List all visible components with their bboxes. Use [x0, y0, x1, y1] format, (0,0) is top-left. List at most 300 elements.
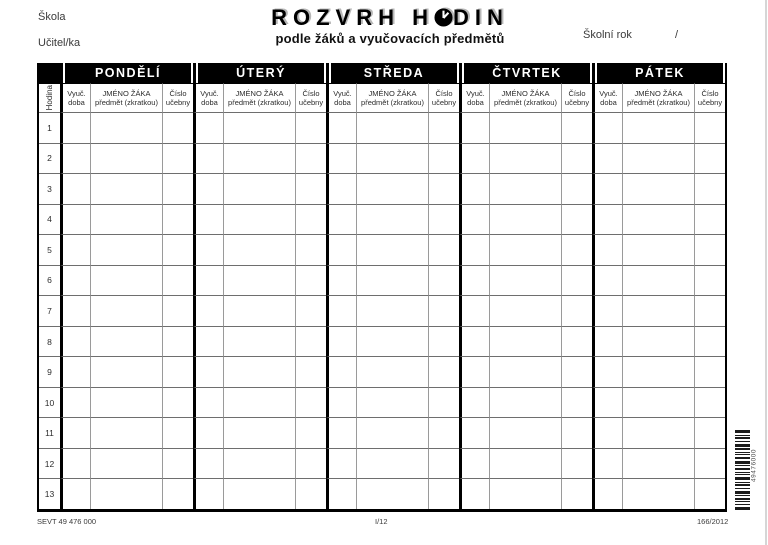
schedule-cell-name [223, 448, 295, 479]
schedule-cell-room [428, 143, 459, 174]
schedule-cell-room [295, 234, 326, 265]
schedule-cell-room [295, 448, 326, 479]
schedule-cell-room [561, 326, 592, 357]
barcode-bar [735, 477, 750, 480]
schedule-cell-room [428, 356, 459, 387]
day-header-4 [459, 63, 592, 83]
schedule-cell-name [223, 143, 295, 174]
schedule-cell-time [326, 204, 356, 235]
schedule-cell-time [193, 112, 223, 143]
schedule-cell-room [428, 295, 459, 326]
schedule-cell-name [622, 387, 694, 418]
schedule-cell-name [223, 173, 295, 204]
hour-number: 11 [39, 417, 60, 448]
schedule-cell-name [223, 265, 295, 296]
schedule-cell-name [356, 356, 428, 387]
hour-column-header [39, 83, 60, 112]
barcode-bar [735, 491, 750, 494]
subcol-label-line1: Číslo [701, 89, 719, 98]
schedule-cell-time [60, 295, 90, 326]
schedule-cell-time [60, 265, 90, 296]
schedule-cell-name [622, 326, 694, 357]
schedule-cell-time [592, 417, 622, 448]
schedule-cell-time [326, 265, 356, 296]
school-label: Škola [38, 11, 66, 23]
schedule-cell-name [90, 265, 162, 296]
schedule-cell-time [60, 478, 90, 509]
hour-number: 9 [39, 356, 60, 387]
schedule-cell-time [193, 356, 223, 387]
schedule-cell-room [428, 265, 459, 296]
schedule-cell-name [90, 417, 162, 448]
schedule-cell-room [295, 295, 326, 326]
schedule-cell-name [90, 478, 162, 509]
barcode-bar [735, 498, 750, 500]
title-part1: ROZVRH H [271, 5, 434, 30]
schedule-cell-room [162, 387, 193, 418]
schedule-cell-name [90, 173, 162, 204]
schedule-cell-time [459, 143, 489, 174]
schedule-cell-name [223, 417, 295, 448]
day-header-3 [326, 63, 459, 83]
schedule-cell-room [694, 478, 725, 509]
schedule-cell-name [489, 295, 561, 326]
subcol-header-time [326, 83, 356, 112]
schedule-cell-room [162, 265, 193, 296]
schedule-cell-time [592, 326, 622, 357]
barcode-bar [735, 454, 750, 455]
schedule-cell-room [694, 173, 725, 204]
subcol-header-name [90, 83, 162, 112]
schedule-cell-time [193, 448, 223, 479]
subcol-label-line1: JMÉNO ŽÁKA [102, 89, 151, 98]
subcol-label-line1: Číslo [435, 89, 453, 98]
schedule-cell-time [459, 387, 489, 418]
page-subtitle: podle žáků a vyučovacích předmětů [275, 31, 505, 46]
schedule-cell-time [60, 356, 90, 387]
schedule-cell-time [459, 112, 489, 143]
schedule-cell-name [489, 234, 561, 265]
schedule-cell-name [223, 295, 295, 326]
schedule-cell-time [193, 204, 223, 235]
schedule-cell-room [694, 326, 725, 357]
subcol-label-line1: JMÉNO ŽÁKA [634, 89, 683, 98]
schedule-cell-name [356, 265, 428, 296]
schedule-cell-time [592, 478, 622, 509]
day-header-label: ÚTERÝ [198, 63, 324, 83]
schedule-cell-room [162, 173, 193, 204]
schedule-cell-time [326, 387, 356, 418]
schedule-cell-room [295, 478, 326, 509]
schedule-cell-name [90, 295, 162, 326]
schedule-cell-room [694, 387, 725, 418]
schedule-cell-name [90, 448, 162, 479]
scanned-page-edge [765, 0, 767, 545]
subcol-header-room [162, 83, 193, 112]
schedule-cell-time [60, 173, 90, 204]
schedule-cell-room [428, 112, 459, 143]
barcode-bar [735, 465, 750, 466]
schedule-cell-name [489, 448, 561, 479]
subcol-label-line1: Vyuč. [466, 89, 485, 98]
schedule-cell-time [326, 478, 356, 509]
subcol-label-line1: Vyuč. [67, 89, 86, 98]
schedule-cell-room [561, 112, 592, 143]
schedule-cell-name [90, 112, 162, 143]
schedule-cell-room [694, 265, 725, 296]
subcol-label-line1: Číslo [568, 89, 586, 98]
schedule-cell-room [694, 356, 725, 387]
barcode-bar [735, 474, 750, 475]
schedule-cell-name [356, 234, 428, 265]
subcol-label-line2: doba [600, 98, 617, 107]
barcode-bar [735, 430, 750, 433]
schedule-cell-time [592, 173, 622, 204]
hour-number: 5 [39, 234, 60, 265]
subcol-header-name [356, 83, 428, 112]
subcol-header-name [622, 83, 694, 112]
schedule-cell-name [489, 356, 561, 387]
schedule-cell-room [561, 265, 592, 296]
schedule-cell-room [428, 234, 459, 265]
schedule-cell-room [694, 204, 725, 235]
schedule-cell-room [295, 204, 326, 235]
subcol-label-line2: doba [201, 98, 218, 107]
schedule-cell-room [694, 448, 725, 479]
hour-number: 8 [39, 326, 60, 357]
subcol-label-line2: předmět (zkratkou) [361, 98, 424, 107]
barcode-bar [735, 435, 750, 436]
schedule-cell-room [295, 326, 326, 357]
subcol-label-line1: JMÉNO ŽÁKA [501, 89, 550, 98]
schedule-cell-time [592, 387, 622, 418]
subcol-label-line2: předmět (zkratkou) [627, 98, 690, 107]
barcode-bar [735, 488, 750, 489]
schedule-cell-time [592, 295, 622, 326]
schedule-cell-time [326, 448, 356, 479]
schedule-cell-room [162, 143, 193, 174]
schedule-cell-room [428, 478, 459, 509]
schedule-cell-time [193, 326, 223, 357]
page-title [245, 5, 535, 31]
schedule-cell-room [428, 417, 459, 448]
schedule-cell-name [622, 295, 694, 326]
schedule-cell-time [60, 112, 90, 143]
subcol-label-line1: Vyuč. [200, 89, 219, 98]
subcol-label-line1: Číslo [302, 89, 320, 98]
schedule-cell-name [489, 326, 561, 357]
subcol-header-time [459, 83, 489, 112]
schedule-cell-room [428, 387, 459, 418]
schedule-cell-name [356, 143, 428, 174]
clock-icon [434, 7, 453, 26]
schedule-cell-time [592, 234, 622, 265]
barcode-bar [735, 482, 750, 483]
barcode-bar [735, 504, 750, 505]
school-year-separator: / [675, 29, 679, 41]
subcol-label-line1: JMÉNO ŽÁKA [235, 89, 284, 98]
subcol-label-line2: doba [68, 98, 85, 107]
schedule-cell-time [459, 173, 489, 204]
schedule-cell-name [489, 417, 561, 448]
hour-number: 1 [39, 112, 60, 143]
schedule-cell-room [694, 112, 725, 143]
day-header-2 [193, 63, 326, 83]
schedule-cell-name [489, 112, 561, 143]
schedule-cell-room [561, 173, 592, 204]
schedule-cell-name [356, 417, 428, 448]
schedule-cell-time [459, 204, 489, 235]
subcol-header-time [193, 83, 223, 112]
schedule-cell-time [193, 295, 223, 326]
barcode-bar [735, 452, 750, 453]
subcol-header-name [489, 83, 561, 112]
schedule-cell-room [561, 448, 592, 479]
schedule-cell-time [326, 112, 356, 143]
schedule-cell-time [193, 265, 223, 296]
schedule-cell-time [592, 265, 622, 296]
barcode-bar [735, 437, 750, 439]
day-header-label: ČTVRTEK [464, 63, 590, 83]
schedule-cell-time [60, 326, 90, 357]
hour-number: 6 [39, 265, 60, 296]
schedule-cell-time [592, 448, 622, 479]
schedule-cell-name [90, 234, 162, 265]
schedule-cell-name [223, 234, 295, 265]
schedule-cell-name [90, 387, 162, 418]
subcol-header-room [694, 83, 725, 112]
schedule-cell-room [162, 112, 193, 143]
schedule-cell-room [162, 448, 193, 479]
title-block [245, 5, 535, 46]
schedule-cell-name [223, 326, 295, 357]
schedule-cell-room [428, 448, 459, 479]
form-code: SEVT 49 476 000 [37, 517, 97, 526]
schedule-cell-name [356, 204, 428, 235]
barcode-bar [735, 444, 750, 447]
schedule-cell-room [295, 112, 326, 143]
schedule-cell-time [459, 326, 489, 357]
schedule-cell-time [459, 478, 489, 509]
subcol-header-name [223, 83, 295, 112]
schedule-cell-name [622, 265, 694, 296]
schedule-cell-room [162, 295, 193, 326]
schedule-cell-name [223, 204, 295, 235]
barcode-bar [735, 441, 750, 442]
barcode-bar [735, 448, 750, 450]
barcode-bar [735, 457, 750, 459]
subcol-label-line1: Číslo [169, 89, 187, 98]
schedule-cell-name [489, 173, 561, 204]
subcol-header-time [60, 83, 90, 112]
schedule-cell-time [60, 143, 90, 174]
schedule-cell-room [694, 143, 725, 174]
schedule-cell-time [592, 356, 622, 387]
barcode-bar [735, 468, 750, 470]
day-header-1 [60, 63, 193, 83]
subcol-label-line2: učebny [298, 98, 324, 107]
barcode [735, 430, 750, 510]
schedule-cell-time [592, 143, 622, 174]
schedule-cell-time [459, 448, 489, 479]
schedule-cell-room [295, 417, 326, 448]
schedule-cell-time [326, 173, 356, 204]
schedule-cell-time [326, 295, 356, 326]
timetable-grid [37, 63, 727, 512]
schedule-cell-name [356, 173, 428, 204]
schedule-cell-name [489, 387, 561, 418]
schedule-cell-time [193, 387, 223, 418]
schedule-cell-room [694, 234, 725, 265]
schedule-cell-time [60, 448, 90, 479]
barcode-bar [735, 461, 750, 464]
schedule-cell-time [326, 417, 356, 448]
subcol-label-line2: učebny [564, 98, 590, 107]
schedule-cell-name [489, 204, 561, 235]
footer-center-code: I/12 [375, 517, 388, 526]
teacher-label: Učitel/ka [38, 37, 81, 49]
subcol-header-room [428, 83, 459, 112]
schedule-cell-name [356, 478, 428, 509]
barcode-bar [735, 472, 750, 473]
schedule-cell-time [60, 234, 90, 265]
schedule-cell-room [162, 326, 193, 357]
schedule-cell-room [295, 143, 326, 174]
barcode-bar [735, 501, 750, 502]
schedule-cell-name [489, 265, 561, 296]
schedule-cell-room [694, 295, 725, 326]
subcol-label-line1: JMÉNO ŽÁKA [368, 89, 417, 98]
hour-number: 10 [39, 387, 60, 418]
schedule-cell-name [223, 356, 295, 387]
schedule-cell-name [90, 204, 162, 235]
schedule-cell-room [694, 417, 725, 448]
schedule-cell-room [561, 204, 592, 235]
schedule-cell-time [459, 295, 489, 326]
barcode-bar [735, 495, 750, 496]
schedule-cell-name [622, 234, 694, 265]
barcode-number: 49476000 [750, 449, 758, 482]
subcol-label-line2: učebny [431, 98, 457, 107]
schedule-cell-name [223, 387, 295, 418]
hour-number: 13 [39, 478, 60, 509]
day-header-label: PONDĚLÍ [65, 63, 191, 83]
schedule-cell-name [622, 356, 694, 387]
schedule-cell-time [459, 356, 489, 387]
schedule-cell-name [622, 204, 694, 235]
schedule-cell-time [60, 417, 90, 448]
schedule-cell-name [489, 478, 561, 509]
subcol-label-line1: Vyuč. [599, 89, 618, 98]
schedule-cell-time [592, 112, 622, 143]
day-header-label: STŘEDA [331, 63, 457, 83]
schedule-cell-time [193, 143, 223, 174]
schedule-cell-name [356, 448, 428, 479]
schedule-cell-room [295, 173, 326, 204]
subcol-label-line2: předmět (zkratkou) [494, 98, 557, 107]
schedule-cell-time [459, 265, 489, 296]
schedule-cell-name [622, 173, 694, 204]
schedule-cell-room [561, 143, 592, 174]
schedule-cell-time [193, 234, 223, 265]
subcol-label-line2: doba [334, 98, 351, 107]
hour-number: 3 [39, 173, 60, 204]
schedule-cell-name [223, 478, 295, 509]
schedule-cell-name [622, 448, 694, 479]
schedule-cell-name [622, 143, 694, 174]
schedule-cell-room [561, 234, 592, 265]
schedule-cell-time [326, 143, 356, 174]
schedule-cell-name [622, 417, 694, 448]
subcol-label-line2: předmět (zkratkou) [228, 98, 291, 107]
schedule-cell-time [193, 173, 223, 204]
schedule-cell-name [356, 112, 428, 143]
schedule-cell-room [561, 356, 592, 387]
subcol-header-time [592, 83, 622, 112]
subcol-header-room [295, 83, 326, 112]
title-part2: DIN [453, 5, 509, 30]
hour-number: 2 [39, 143, 60, 174]
schedule-cell-room [561, 417, 592, 448]
schedule-cell-name [90, 143, 162, 174]
school-year-label: Školní rok [583, 29, 632, 41]
schedule-cell-name [622, 112, 694, 143]
subcol-label-line1: Vyuč. [333, 89, 352, 98]
schedule-cell-name [223, 112, 295, 143]
schedule-cell-name [356, 387, 428, 418]
schedule-cell-room [295, 387, 326, 418]
schedule-cell-time [459, 234, 489, 265]
subcol-label-line2: doba [467, 98, 484, 107]
subcol-header-room [561, 83, 592, 112]
schedule-cell-time [193, 417, 223, 448]
subcol-label-line2: předmět (zkratkou) [95, 98, 158, 107]
schedule-cell-name [356, 295, 428, 326]
schedule-cell-time [326, 234, 356, 265]
schedule-cell-time [60, 204, 90, 235]
schedule-cell-room [295, 356, 326, 387]
schedule-cell-room [428, 326, 459, 357]
schedule-cell-room [561, 478, 592, 509]
subcol-label-line2: učebny [697, 98, 723, 107]
schedule-cell-room [162, 204, 193, 235]
hour-number: 12 [39, 448, 60, 479]
schedule-cell-room [162, 417, 193, 448]
hour-column-cap [39, 63, 60, 83]
schedule-cell-room [162, 356, 193, 387]
schedule-cell-name [622, 478, 694, 509]
schedule-cell-name [90, 326, 162, 357]
schedule-cell-room [295, 265, 326, 296]
schedule-cell-name [489, 143, 561, 174]
day-header-5 [592, 63, 725, 83]
schedule-cell-name [90, 356, 162, 387]
schedule-cell-time [326, 356, 356, 387]
schedule-cell-time [326, 326, 356, 357]
schedule-cell-room [561, 387, 592, 418]
hour-number: 4 [39, 204, 60, 235]
hour-column-header-label: Hodina [45, 85, 54, 111]
subcol-label-line2: učebny [165, 98, 191, 107]
schedule-cell-name [356, 326, 428, 357]
barcode-bar [735, 484, 750, 486]
schedule-cell-time [60, 387, 90, 418]
barcode-bar [735, 507, 750, 510]
schedule-cell-room [561, 295, 592, 326]
schedule-cell-time [193, 478, 223, 509]
footer-right-code: 166/2012 [697, 517, 729, 526]
schedule-cell-room [162, 478, 193, 509]
